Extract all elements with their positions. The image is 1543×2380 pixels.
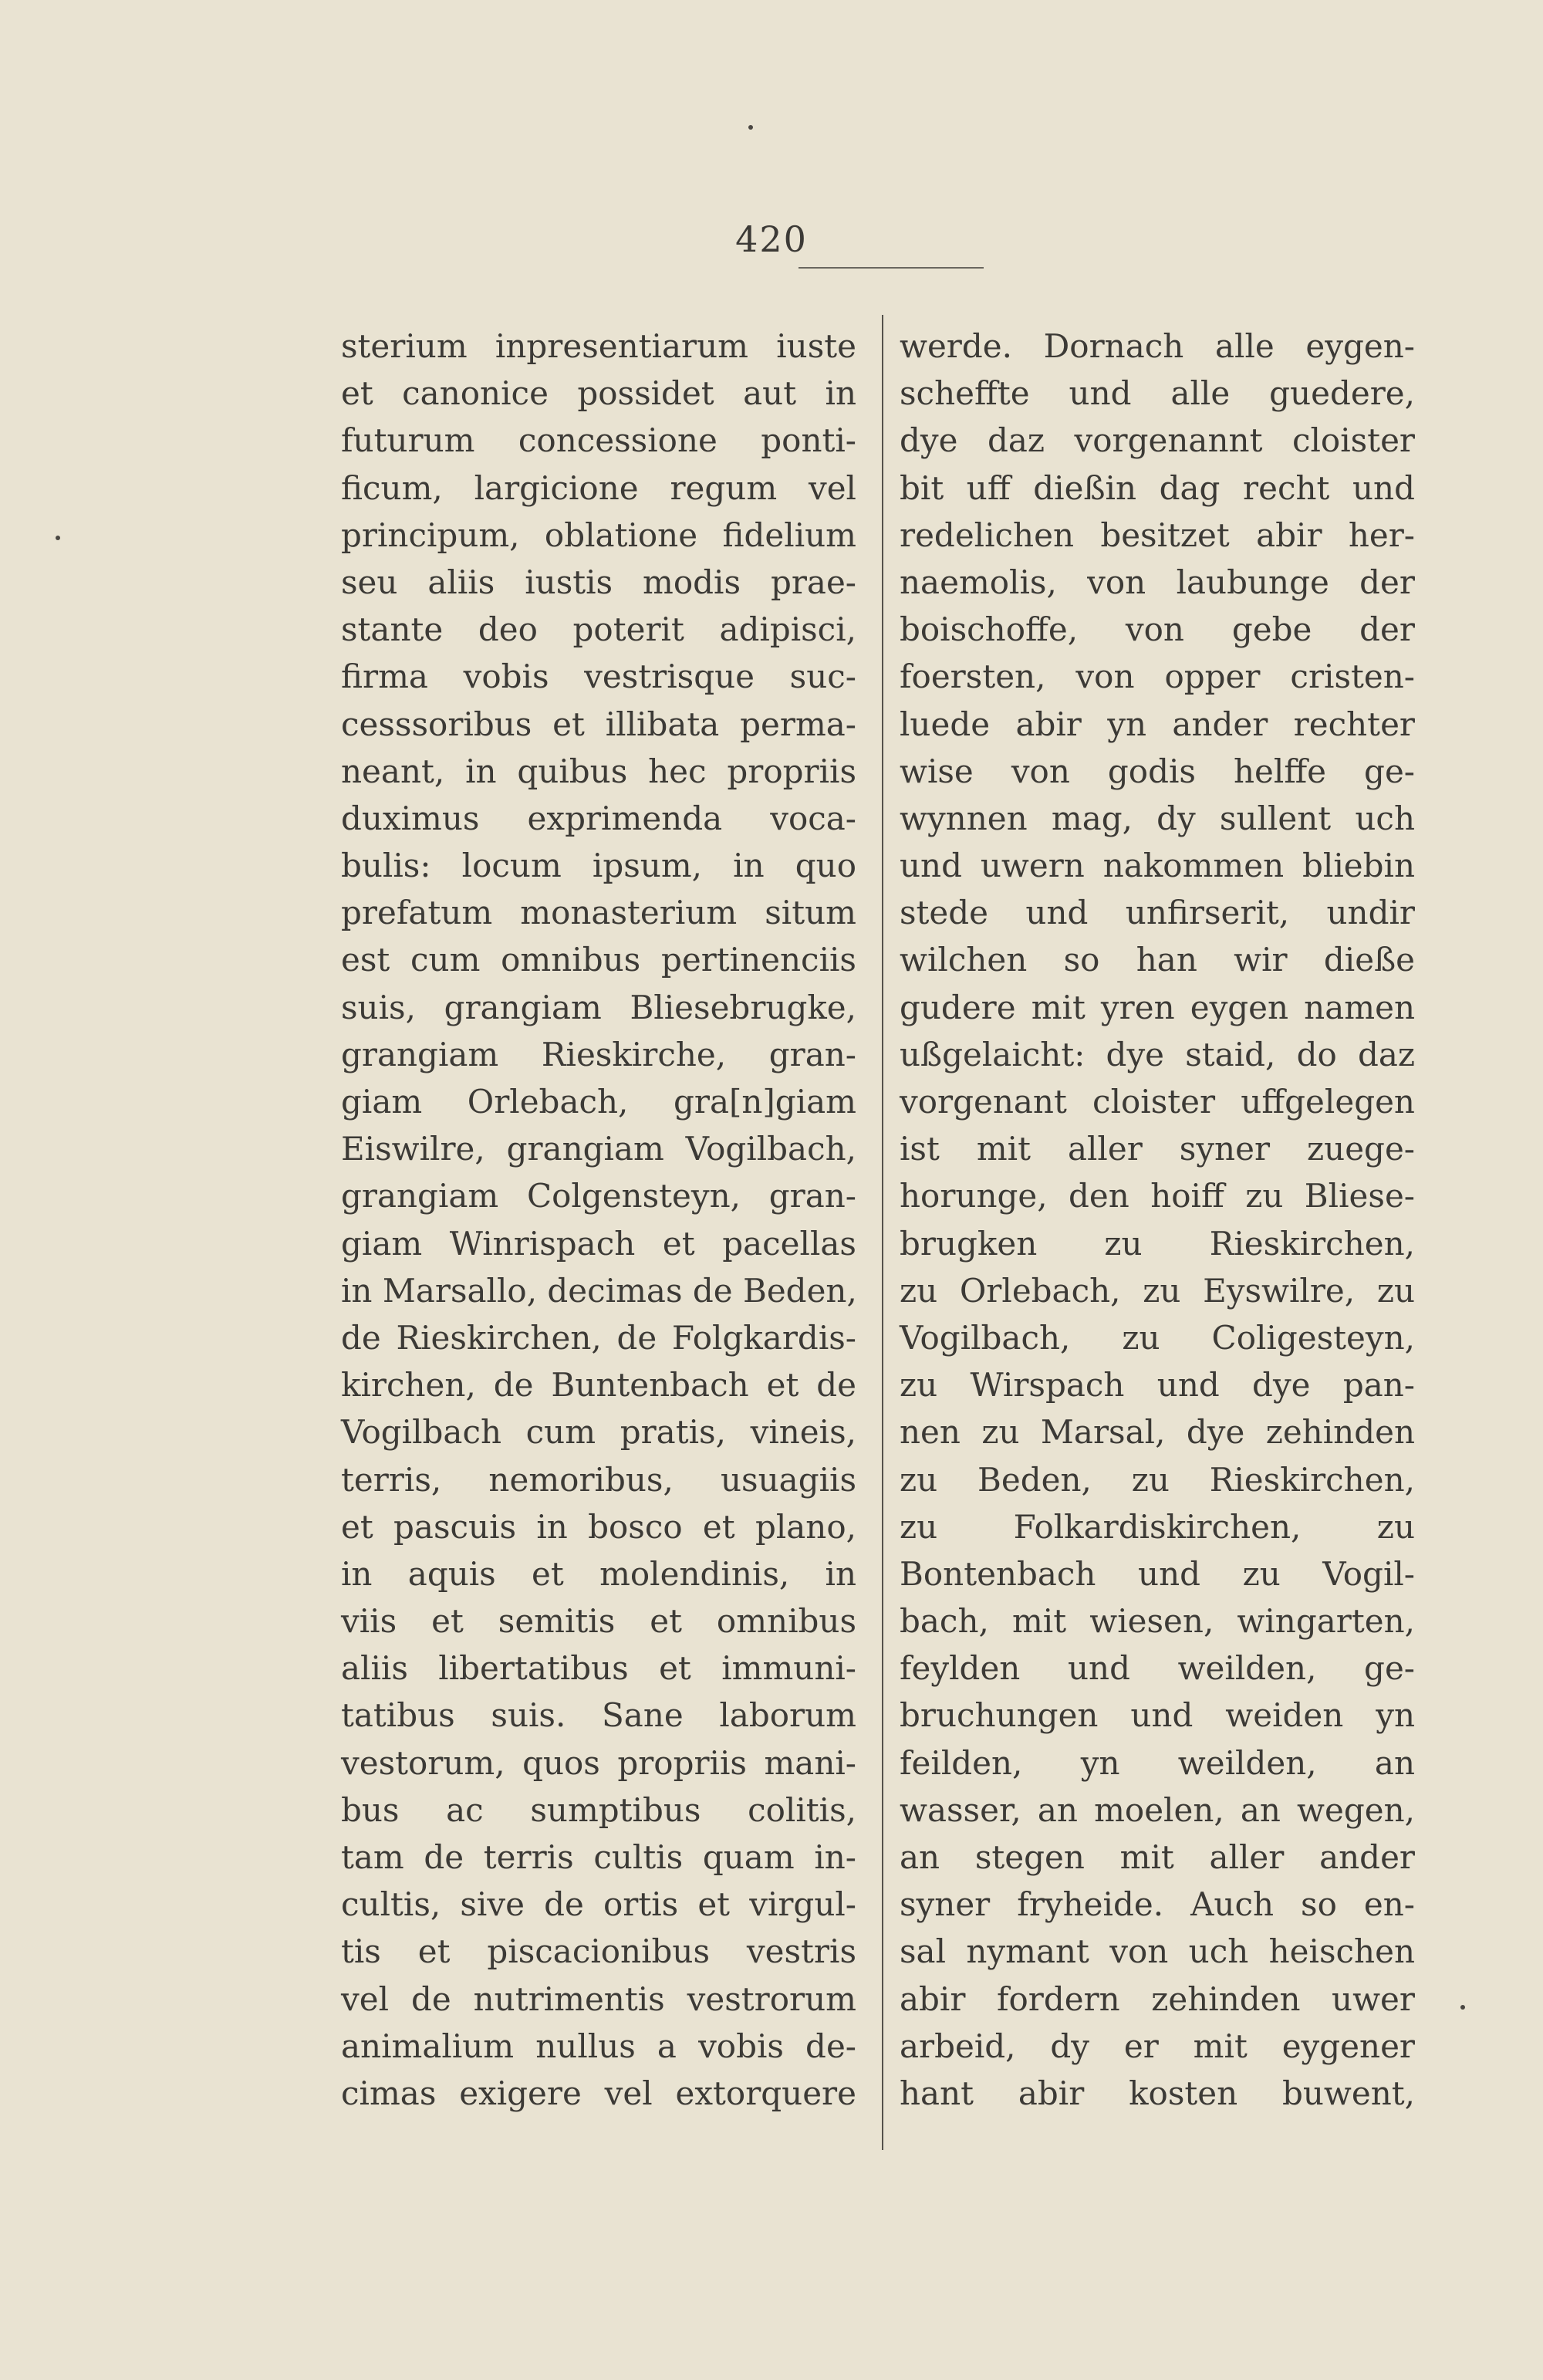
right-column-line: zu Orlebach, zu Eyswilre, zu <box>900 1271 1415 1310</box>
left-column-line: viis et semitis et omnibus <box>341 1602 856 1641</box>
right-column-line: bach, mit wiesen, wingarten, <box>900 1602 1415 1641</box>
left-column-line: ficum, largicione regum vel <box>341 468 856 507</box>
paper-speck <box>1460 2005 1465 2010</box>
right-column-line: ist mit aller syner zuege- <box>900 1130 1415 1168</box>
left-column-line: grangiam Colgensteyn, gran- <box>341 1177 856 1215</box>
paper-speck <box>56 536 60 540</box>
right-column-line: feilden, yn weilden, an <box>900 1743 1415 1782</box>
left-column-line: aliis libertatibus et immuni- <box>341 1649 856 1688</box>
left-column-line: duximus exprimenda voca- <box>341 799 856 837</box>
right-column-line: sal nymant von uch heischen <box>900 1932 1415 1971</box>
left-column-line: cesssoribus et illibata perma- <box>341 705 856 743</box>
right-column-line: werde. Dornach alle eygen- <box>900 327 1415 365</box>
right-column-line: arbeid, dy er mit eygener <box>900 2027 1415 2065</box>
right-column-line: horunge, den hoiff zu Bliese- <box>900 1177 1415 1215</box>
left-column-line: sterium inpresentiarum iuste <box>341 327 856 365</box>
left-column <box>341 323 856 2117</box>
right-column-line: Vogilbach, zu Coligesteyn, <box>900 1318 1415 1357</box>
right-column-line: Bontenbach und zu Vogil- <box>900 1554 1415 1593</box>
left-column-line: et pascuis in bosco et plano, <box>341 1507 856 1546</box>
left-column-line: Eiswilre, grangiam Vogilbach, <box>341 1130 856 1168</box>
left-column-line: kirchen, de Buntenbach et de <box>341 1366 856 1405</box>
right-column-line: bit uff dießin dag recht und <box>900 468 1415 507</box>
right-column-line: scheffte und alle guedere, <box>900 374 1415 413</box>
right-column-line: stede und unfirserit, undir <box>900 894 1415 932</box>
left-column-line: terris, nemoribus, usuagiis <box>341 1460 856 1499</box>
right-column-line: foersten, von opper cristen- <box>900 658 1415 696</box>
right-column-line: boischoffe, von gebe der <box>900 610 1415 649</box>
right-column-line: nen zu Marsal, dye zehinden <box>900 1413 1415 1452</box>
left-column-line: tatibus suis. Sane laborum <box>341 1696 856 1735</box>
column-divider <box>882 315 883 2150</box>
page-number-rule <box>799 267 984 269</box>
left-column-line: est cum omnibus pertinenciis <box>341 941 856 979</box>
left-column-line: giam Orlebach, gra[n]giam <box>341 1083 856 1121</box>
paper-speck <box>748 125 753 130</box>
right-column-line: redelichen besitzet abir her- <box>900 516 1415 554</box>
right-column-line: zu Beden, zu Rieskirchen, <box>900 1460 1415 1499</box>
left-column-line: in aquis et molendinis, in <box>341 1554 856 1593</box>
left-column-line: firma vobis vestrisque suc- <box>341 658 856 696</box>
left-column-line: cultis, sive de ortis et virgul- <box>341 1885 856 1924</box>
right-column-line: syner fryheide. Auch so en- <box>900 1885 1415 1924</box>
left-column-line: tam de terris cultis quam in- <box>341 1838 856 1876</box>
right-column-line: luede abir yn ander rechter <box>900 705 1415 743</box>
page-number: 420 <box>735 218 808 260</box>
right-column-line: wasser, an moelen, an wegen, <box>900 1790 1415 1829</box>
right-column-line: gudere mit yren eygen namen <box>900 988 1415 1026</box>
left-column-line: bulis: locum ipsum, in quo <box>341 847 856 885</box>
left-column-line: principum, oblatione fidelium <box>341 516 856 554</box>
right-column-line: abir fordern zehinden uwer <box>900 1979 1415 2018</box>
right-column-line: brugken zu Rieskirchen, <box>900 1224 1415 1263</box>
left-column-line: de Rieskirchen, de Folgkardis- <box>341 1318 856 1357</box>
right-column-line: wise von godis helffe ge- <box>900 752 1415 790</box>
right-column-line: bruchungen und weiden yn <box>900 1696 1415 1735</box>
left-column-line: prefatum monasterium situm <box>341 894 856 932</box>
left-column-line: futurum concessione ponti- <box>341 421 856 460</box>
left-column-line: grangiam Rieskirche, gran- <box>341 1035 856 1073</box>
right-column-line: wynnen mag, dy sullent uch <box>900 799 1415 837</box>
left-column-line: cimas exigere vel extorquere <box>341 2074 856 2112</box>
right-column-line: zu Folkardiskirchen, zu <box>900 1507 1415 1546</box>
right-column-line: hant abir kosten buwent, <box>900 2074 1415 2112</box>
right-column-line: an stegen mit aller ander <box>900 1838 1415 1876</box>
left-column-line: seu aliis iustis modis prae- <box>341 563 856 601</box>
right-column <box>900 323 1415 2117</box>
left-column-line: tis et piscacionibus vestris <box>341 1932 856 1971</box>
left-column-line: bus ac sumptibus colitis, <box>341 1790 856 1829</box>
left-column-line: et canonice possidet aut in <box>341 374 856 413</box>
right-column-line: und uwern nakommen bliebin <box>900 847 1415 885</box>
left-column-line: giam Winrispach et pacellas <box>341 1224 856 1263</box>
right-column-line: feylden und weilden, ge- <box>900 1649 1415 1688</box>
left-column-line: stante deo poterit adipisci, <box>341 610 856 649</box>
left-column-line: neant, in quibus hec propriis <box>341 752 856 790</box>
left-column-line: vel de nutrimentis vestrorum <box>341 1979 856 2018</box>
left-column-line: vestorum, quos propriis mani- <box>341 1743 856 1782</box>
left-column-line: animalium nullus a vobis de- <box>341 2027 856 2065</box>
right-column-line: naemolis, von laubunge der <box>900 563 1415 601</box>
right-column-line: zu Wirspach und dye pan- <box>900 1366 1415 1405</box>
left-column-line: suis, grangiam Bliesebrugke, <box>341 988 856 1026</box>
right-column-line: vorgenant cloister uffgelegen <box>900 1083 1415 1121</box>
right-column-line: wilchen so han wir dieße <box>900 941 1415 979</box>
left-column-line: in Marsallo, decimas de Beden, <box>341 1271 857 1310</box>
left-column-line: Vogilbach cum pratis, vineis, <box>341 1413 856 1452</box>
right-column-line: ußgelaicht: dye staid, do daz <box>900 1035 1415 1073</box>
right-column-line: dye daz vorgenannt cloister <box>900 421 1415 460</box>
